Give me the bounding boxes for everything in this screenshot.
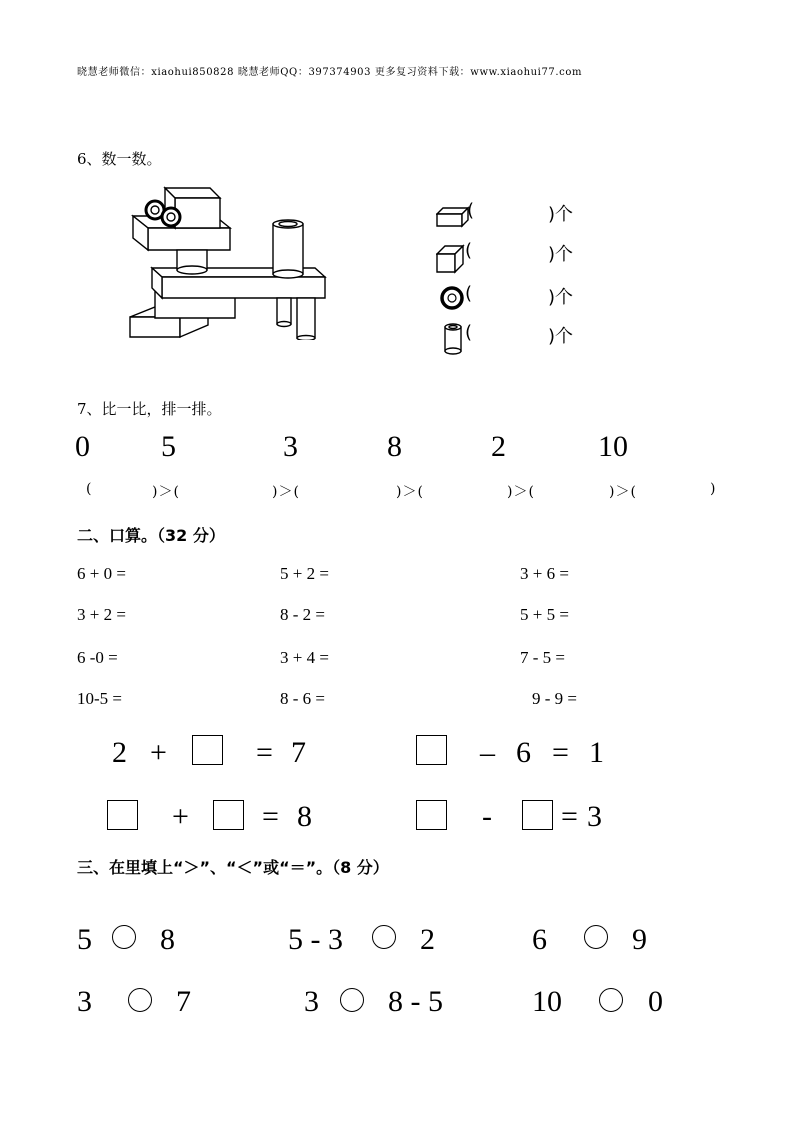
count-open-paren-1: ( xyxy=(467,200,475,221)
compare-4-circle[interactable] xyxy=(128,988,152,1012)
count-open-paren-3: ( xyxy=(465,283,473,304)
compare-2-left: 5 - 3 xyxy=(288,923,343,956)
block-tower-illustration xyxy=(125,180,335,340)
compare-1-right: 8 xyxy=(160,923,175,956)
calc-r3c3: 7 - 5 = xyxy=(520,648,565,667)
compare-2-circle[interactable] xyxy=(372,925,396,949)
calc-r4c3: 9 - 9 = xyxy=(532,689,577,708)
eq1-plus: + xyxy=(150,736,167,769)
eq2-num-1: 1 xyxy=(589,736,604,769)
order-gt-2: )＞( xyxy=(272,484,300,500)
section-3-title: 三、在里填上“＞”、“＜”或“＝”。（8 分） xyxy=(77,858,389,877)
compare-6-left: 10 xyxy=(532,985,562,1018)
number-8: 8 xyxy=(387,430,402,463)
compare-2-right: 2 xyxy=(420,923,435,956)
compare-5-circle[interactable] xyxy=(340,988,364,1012)
order-gt-3: )＞( xyxy=(396,484,424,500)
calc-r3c1: 6 -0 = xyxy=(77,648,118,667)
count-close-paren-1: )个 xyxy=(548,204,574,225)
calc-r3c2: 3 + 4 = xyxy=(280,648,329,667)
compare-3-left: 6 xyxy=(532,923,547,956)
order-gt-4: )＞( xyxy=(507,484,535,500)
eq3-num-8: 8 xyxy=(297,800,312,833)
eq4-num-3: 3 xyxy=(587,800,602,833)
order-blank-start: ( xyxy=(86,481,93,497)
eq3-plus: + xyxy=(172,800,189,833)
eq3-equals: = xyxy=(262,800,279,833)
eq2-num-6: 6 xyxy=(516,736,531,769)
compare-5-right: 8 - 5 xyxy=(388,985,443,1018)
eq4-blank-box-1[interactable] xyxy=(416,800,447,830)
count-close-paren-3: )个 xyxy=(548,287,574,308)
number-10: 10 xyxy=(598,430,628,463)
order-gt-5: )＞( xyxy=(609,484,637,500)
compare-6-right: 0 xyxy=(648,985,663,1018)
section-2-title: 二、口算。（32 分） xyxy=(77,526,225,545)
order-blank-end: ) xyxy=(710,481,717,497)
eq2-equals: = xyxy=(552,736,569,769)
compare-6-circle[interactable] xyxy=(599,988,623,1012)
calc-r1c2: 5 + 2 = xyxy=(280,564,329,583)
compare-3-circle[interactable] xyxy=(584,925,608,949)
number-3: 3 xyxy=(283,430,298,463)
compare-4-left: 3 xyxy=(77,985,92,1018)
count-close-paren-2: )个 xyxy=(548,244,574,265)
count-open-paren-4: ( xyxy=(465,322,473,343)
eq3-blank-box-2[interactable] xyxy=(213,800,244,830)
calc-r4c2: 8 - 6 = xyxy=(280,689,325,708)
number-0: 0 xyxy=(75,430,90,463)
calc-r1c1: 6 + 0 = xyxy=(77,564,126,583)
eq3-blank-box-1[interactable] xyxy=(107,800,138,830)
calc-r2c1: 3 + 2 = xyxy=(77,605,126,624)
question-7-title: 7、比一比，排一排。 xyxy=(77,400,222,418)
eq1-num-2: 2 xyxy=(112,736,127,769)
number-2: 2 xyxy=(491,430,506,463)
calc-r2c3: 5 + 5 = xyxy=(520,605,569,624)
compare-3-right: 9 xyxy=(632,923,647,956)
page-header: 晓慧老师微信：xiaohui850828 晓慧老师QQ：397374903 更多复习资料下载：www.xiaohui77.com xyxy=(77,67,583,78)
question-6-title: 6、数一数。 xyxy=(77,150,162,168)
compare-1-circle[interactable] xyxy=(112,925,136,949)
cylinder-icon xyxy=(442,322,464,356)
compare-4-right: 7 xyxy=(176,985,191,1018)
compare-5-left: 3 xyxy=(304,985,319,1018)
eq4-equals: = xyxy=(561,800,578,833)
eq1-blank-box[interactable] xyxy=(192,735,223,765)
calc-r2c2: 8 - 2 = xyxy=(280,605,325,624)
compare-1-left: 5 xyxy=(77,923,92,956)
calc-r1c3: 3 + 6 = xyxy=(520,564,569,583)
eq2-minus: – xyxy=(480,736,495,769)
eq1-equals: = xyxy=(256,736,273,769)
number-5: 5 xyxy=(161,430,176,463)
count-open-paren-2: ( xyxy=(465,240,473,261)
eq4-minus: - xyxy=(482,800,492,833)
sphere-icon xyxy=(440,286,464,310)
eq1-num-7: 7 xyxy=(291,736,306,769)
calc-r4c1: 10-5 = xyxy=(77,689,122,708)
eq2-blank-box[interactable] xyxy=(416,735,447,765)
eq4-blank-box-2[interactable] xyxy=(522,800,553,830)
order-gt-1: )＞( xyxy=(152,484,180,500)
cube-icon xyxy=(436,244,466,274)
count-close-paren-4: )个 xyxy=(548,326,574,347)
cuboid-icon xyxy=(436,206,470,228)
